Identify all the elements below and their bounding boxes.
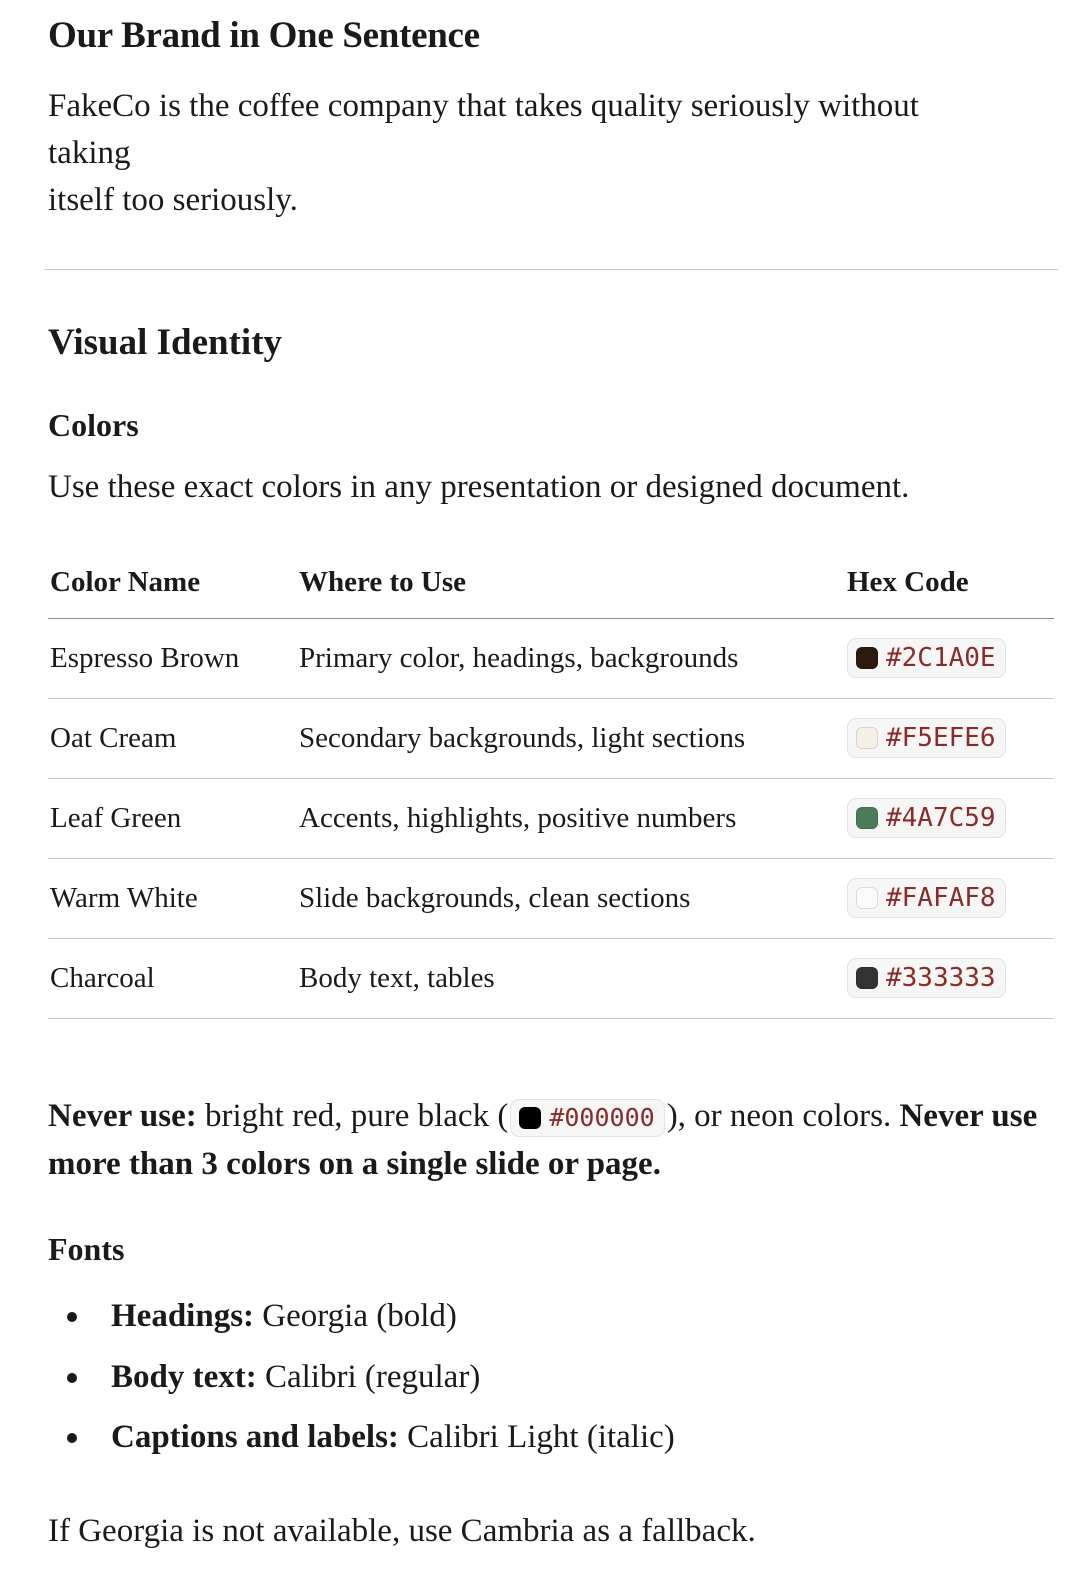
color-name-cell: Leaf Green: [48, 778, 297, 858]
table-row: [48, 698, 1054, 778]
list-item: [48, 1411, 675, 1472]
colors-heading: Colors: [48, 407, 139, 443]
where-to-use-cell: Secondary backgrounds, light sections: [297, 698, 845, 778]
header-hex-code: Hex Code: [845, 548, 1054, 618]
font-role-value: Georgia (bold): [254, 1298, 457, 1334]
hex-code-text: #333333: [886, 963, 996, 993]
visual-identity-heading: Visual Identity: [48, 322, 283, 363]
table-row: [48, 938, 1054, 1018]
section-divider: [44, 269, 1058, 270]
hex-code-text: #4A7C59: [886, 803, 996, 833]
hex-code-chip: [847, 718, 1006, 758]
table-row: [48, 778, 1054, 858]
never-use-label: Never use:: [48, 1098, 197, 1134]
hex-code-chip: [847, 798, 1006, 838]
header-color-name: Color Name: [48, 548, 297, 618]
hex-code-text: #2C1A0E: [886, 643, 996, 673]
hex-code-cell: [845, 858, 1054, 938]
never-use-text-after: ), or neon colors.: [666, 1098, 900, 1134]
bullet-icon: [67, 1312, 77, 1322]
brand-sentence: [48, 83, 1048, 224]
list-item: [48, 1351, 675, 1412]
color-name-cell: Warm White: [48, 858, 297, 938]
color-swatch-icon: [856, 727, 878, 749]
never-use-bold-tail: Never use more than 3 colors on a single slide or page.: [48, 1098, 1038, 1182]
where-to-use-cell: Body text, tables: [297, 938, 845, 1018]
font-role-label: Body text:: [111, 1358, 257, 1395]
color-name-cell: Charcoal: [48, 938, 297, 1018]
font-role-label: Captions and labels:: [111, 1419, 399, 1455]
colors-intro: Use these exact colors in any presentation or designed document.: [48, 469, 910, 505]
bullet-icon: [67, 1433, 77, 1443]
color-table: [48, 548, 1054, 1019]
font-fallback-note: If Georgia is not available, use Cambria as a fallback.: [48, 1513, 756, 1549]
color-swatch-icon: [856, 967, 878, 989]
font-role-label: Headings:: [111, 1298, 255, 1334]
color-swatch-icon: [856, 807, 878, 829]
brand-sentence-line-2: taking: [48, 135, 131, 171]
color-name-cell: Oat Cream: [48, 698, 297, 778]
font-role-value: Calibri Light (italic): [398, 1419, 675, 1455]
header-where-to-use: Where to Use: [297, 548, 845, 618]
hex-code-chip: [510, 1099, 664, 1137]
where-to-use-cell: Accents, highlights, positive numbers: [297, 778, 845, 858]
fonts-heading: Fonts: [48, 1231, 125, 1267]
table-row: [48, 858, 1054, 938]
brand-sentence-heading: Our Brand in One Sentence: [48, 15, 480, 56]
hex-code-cell: [845, 698, 1054, 778]
where-to-use-cell: Slide backgrounds, clean sections: [297, 858, 845, 938]
color-swatch-icon: [856, 887, 878, 909]
font-role-value: Calibri (regular): [256, 1358, 481, 1395]
hex-code-text: #FAFAF8: [886, 883, 996, 913]
never-use-text-before: bright red, pure black (: [196, 1098, 509, 1134]
hex-code-text: #F5EFE6: [886, 723, 996, 753]
table-row: [48, 618, 1054, 698]
color-swatch-icon: [519, 1107, 541, 1129]
never-use-note: [48, 1092, 1078, 1188]
hex-code-chip: [847, 958, 1006, 998]
where-to-use-cell: Primary color, headings, backgrounds: [297, 618, 845, 698]
hex-code-text: #000000: [549, 1103, 655, 1133]
table-header-row: [48, 548, 1054, 618]
color-name-cell: Espresso Brown: [48, 618, 297, 698]
list-item: [48, 1290, 675, 1351]
font-list: [48, 1290, 675, 1472]
brand-sentence-line-3: itself too seriously.: [48, 182, 298, 218]
color-swatch-icon: [856, 647, 878, 669]
hex-code-chip: [847, 878, 1006, 918]
hex-code-cell: [845, 778, 1054, 858]
hex-code-cell: [845, 938, 1054, 1018]
brand-sentence-line-1: FakeCo is the coffee company that takes quality seriously without: [48, 88, 919, 124]
hex-code-cell: [845, 618, 1054, 698]
bullet-icon: [67, 1373, 77, 1383]
hex-code-chip: [847, 638, 1006, 678]
